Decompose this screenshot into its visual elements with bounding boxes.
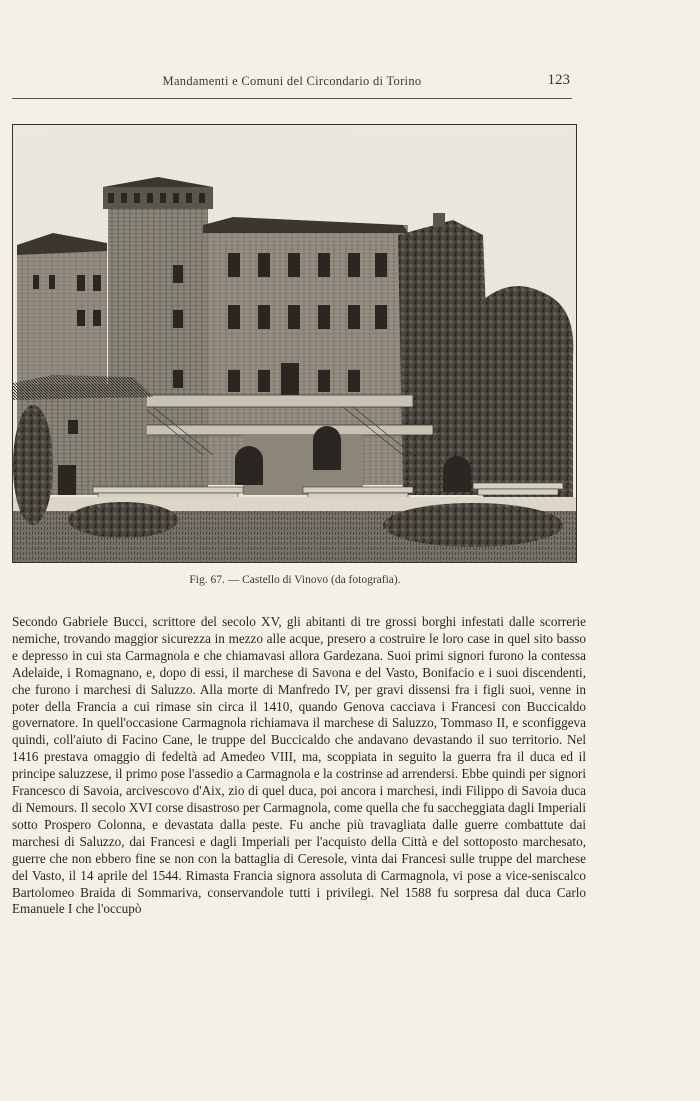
figure-caption: Fig. 67. — Castello di Vinovo (da fotografia).	[189, 574, 401, 586]
page-number: 123	[547, 72, 570, 88]
body-text	[12, 614, 586, 918]
castle-engraving-figure	[12, 124, 577, 563]
running-header	[12, 72, 572, 99]
body-paragraph: Secondo Gabriele Bucci, scrittore del secolo XV, gli abitanti di tre grossi borghi infestati dalle scorrerie nemiche, trovando maggior sicurezza in mezzo alle acque, presero a costruire le loro case in quel sito basso e depresso in cui sta Carmagnola e che chiamavasi allora Gardezana. Suoi primi signori furono la contessa Adelaide, i Romagnano, e, dopo di essi, il marchese di Savona e del Vasto, Bonifacio e i suoi discendenti, che furono i marchesi di Saluzzo. Alla morte di Manfredo IV, per gravi dissensi fra i figli suoi, venne in poter della Francia a cui rimase sin circa il 1410, quando Genova cacciava i Francesi con Buccicaldo governatore. In quell'occasione Carmagnola richiamava il marchese di Saluzzo, Tommaso II, e sconfiggeva quindi, coll'aiuto di Facino Cane, le truppe del Buccicaldo che andavano devastando il suo territorio. Nel 1416 prestava omaggio di fedeltà ad Amedeo VIII, ma, scoppiata in seguito la guerra fra il duca ed il principe saluzzese, il primo pose l'assedio a Carmagnola e la costrinse ad arrendersi. Ebbe quindi per signori Francesco di Savoia, arcivescovo d'Aix, zio di quel duca, poi ancora i marchesi, indi Filippo di Savoia duca di Nemours. Il secolo XVI corse disastroso per Carmagnola, come quella che fu saccheggiata dagli Imperiali sotto Prospero Colonna, e devastata dalla peste. Fu anche più travagliata dalle guerre combattute dai marchesi di Saluzzo, dai Francesi e dagli Imperiali per l'acquisto della Città e del sottoposto marchesato, guerre che non ebbero fine se non con la battaglia di Ceresole, vinta dai Francesi sulle truppe del marchese del Vasto, il 14 aprile del 1544. Rimasta Francia signora assoluta di Carmagnola, vi pose a vice-seniscalco Bartolomeo Braida di Sommariva, conservandole tutti i privilegi. Nel 1588 fu sorpresa dal duca Carlo Emanuele I che l'occupò	[12, 614, 586, 917]
header-title: Mandamenti e Comuni del Circondario di Torino	[162, 74, 422, 88]
castle-engraving-illustration	[13, 125, 576, 562]
